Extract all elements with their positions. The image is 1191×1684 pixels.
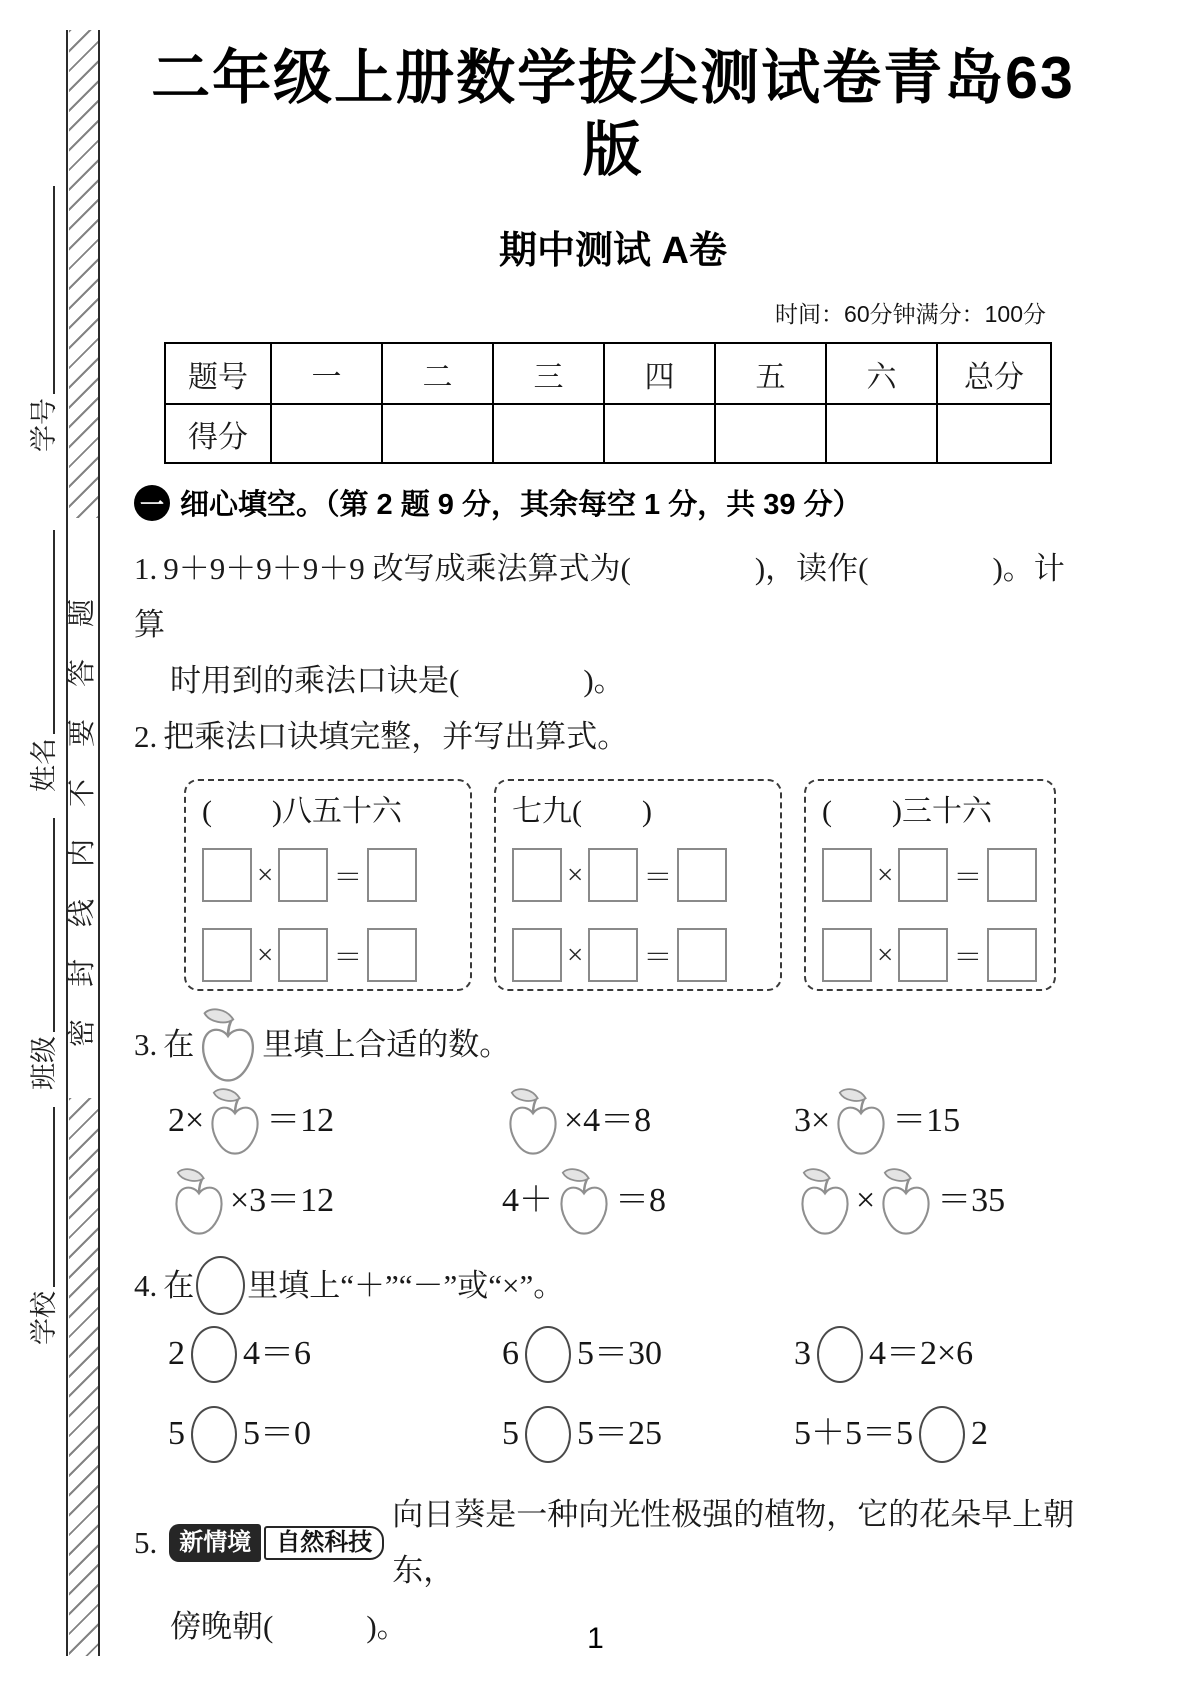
answer-square[interactable] — [367, 848, 417, 902]
times-sign: × — [567, 858, 584, 891]
question-2-number: 2. — [134, 719, 158, 754]
paper-title: 二年级上册数学拔尖测试卷青岛63版 — [151, 45, 1075, 183]
equation-text: 4＝2×6 — [869, 1335, 974, 1372]
equation-text: 5 — [168, 1415, 185, 1452]
rhyme-hint: ( )三十六 — [822, 795, 992, 828]
question-4-text: 里填上“＋”“－”或“×”。 — [247, 1267, 565, 1303]
operator-blank[interactable] — [191, 1406, 237, 1463]
question-1-number: 1. — [134, 551, 158, 586]
answer-square[interactable] — [278, 928, 328, 982]
score-header-cell: 四 — [604, 343, 715, 404]
equation-text: 5＝25 — [577, 1415, 662, 1452]
answer-square[interactable] — [202, 848, 252, 902]
score-cell[interactable] — [715, 404, 826, 463]
score-table — [164, 342, 1052, 464]
equation — [502, 1162, 794, 1240]
equation — [794, 1082, 1092, 1160]
equation-text: 2 — [168, 1335, 185, 1372]
school-blank-line[interactable] — [53, 1107, 55, 1287]
operator-blank[interactable] — [525, 1326, 571, 1383]
question-4 — [134, 1256, 1092, 1315]
question-3-equations — [168, 1082, 1092, 1240]
equation-text: 5＝30 — [577, 1335, 662, 1372]
answer-square[interactable] — [898, 848, 948, 902]
question-3-text: 在 — [163, 1026, 195, 1062]
equation-blank-row — [822, 848, 1038, 902]
score-table-header-row — [165, 343, 1051, 404]
equation-blank-row — [512, 928, 764, 982]
school-label: 学校 — [29, 1291, 59, 1345]
equation — [168, 1082, 502, 1160]
answer-square[interactable] — [987, 848, 1037, 902]
equation-text: 6 — [502, 1335, 519, 1372]
question-3-number: 3. — [134, 1026, 158, 1062]
equation-text: ＝15 — [892, 1102, 961, 1139]
equation-text: 5＝0 — [243, 1415, 311, 1452]
answer-square[interactable] — [278, 848, 328, 902]
score-header-cell: 六 — [826, 343, 937, 404]
rhyme-box-row — [184, 779, 1056, 991]
answer-square[interactable] — [512, 848, 562, 902]
equation-text: 2 — [971, 1415, 988, 1452]
rhyme-hint: 七九( ) — [512, 795, 652, 828]
student-id-blank-line[interactable] — [53, 186, 55, 394]
equation-text: 3× — [794, 1102, 831, 1139]
equation — [794, 1315, 1092, 1393]
score-header-cell: 五 — [715, 343, 826, 404]
times-sign: × — [567, 938, 584, 971]
equation — [794, 1162, 1092, 1240]
score-cell[interactable] — [493, 404, 604, 463]
question-5-line-2: 傍晚朝( )。 — [170, 1609, 408, 1644]
equation — [502, 1395, 794, 1473]
equation-text: ×3＝12 — [230, 1182, 335, 1219]
equation-blank-row — [202, 928, 454, 982]
apple-blank[interactable] — [555, 1167, 613, 1235]
apple-blank[interactable] — [170, 1167, 228, 1235]
equals-sign: ＝ — [953, 861, 983, 894]
answer-square[interactable] — [202, 928, 252, 982]
score-header-cell: 二 — [382, 343, 493, 404]
name-blank-line[interactable] — [53, 530, 55, 734]
rhyme-box-2 — [494, 779, 782, 991]
class-label: 班级 — [29, 1036, 59, 1090]
equation-text: 2× — [168, 1102, 205, 1139]
paper-subtitle: 期中测试 A卷 — [498, 230, 727, 272]
rhyme-box-1 — [184, 779, 472, 991]
answer-square[interactable] — [822, 928, 872, 982]
equals-sign: ＝ — [333, 861, 363, 894]
answer-square[interactable] — [588, 928, 638, 982]
time-and-score-info: 时间：60分钟满分：100分 — [775, 301, 1046, 327]
answer-square[interactable] — [512, 928, 562, 982]
hatch-band-top — [69, 30, 98, 518]
question-3 — [134, 1007, 1092, 1082]
score-header-cell: 三 — [493, 343, 604, 404]
natural-science-badge: 自然科技 — [264, 1526, 384, 1560]
equals-sign: ＝ — [643, 941, 673, 974]
question-1-line-2: 时用到的乘法口诀是( )。 — [170, 663, 625, 698]
seal-warning-text: 密封线内不要答题 — [67, 567, 98, 1048]
score-header-cell: 总分 — [937, 343, 1051, 404]
question-4-equations — [168, 1315, 1092, 1473]
answer-square[interactable] — [677, 848, 727, 902]
times-sign: × — [877, 858, 894, 891]
equation-text: ＝35 — [937, 1182, 1006, 1219]
page-number: 1 — [587, 1622, 604, 1655]
answer-square[interactable] — [367, 928, 417, 982]
hatch-band-bottom — [69, 1098, 98, 1656]
rhyme-box-3 — [804, 779, 1056, 991]
apple-blank[interactable] — [832, 1087, 890, 1155]
operator-blank[interactable] — [191, 1326, 237, 1383]
equation — [168, 1162, 502, 1240]
equation-text: ＝12 — [266, 1102, 335, 1139]
equation-text: 5＋5＝5 — [794, 1415, 913, 1452]
operator-blank[interactable] — [817, 1326, 863, 1383]
times-sign: × — [877, 938, 894, 971]
answer-square[interactable] — [588, 848, 638, 902]
operator-blank[interactable] — [525, 1406, 571, 1463]
equation-text: 5 — [502, 1415, 519, 1452]
score-cell[interactable] — [937, 404, 1051, 463]
equation — [502, 1315, 794, 1393]
question-2-text: 把乘法口诀填完整，并写出算式。 — [163, 719, 629, 754]
equation-text: × — [856, 1182, 876, 1219]
equation-blank-row — [822, 928, 1038, 982]
equation — [168, 1315, 502, 1393]
question-5-number: 5. — [134, 1525, 158, 1560]
score-row-label: 得分 — [165, 404, 271, 463]
apple-blank[interactable] — [796, 1167, 854, 1235]
score-table-score-row — [165, 404, 1051, 463]
times-sign: × — [257, 938, 274, 971]
equals-sign: ＝ — [643, 861, 673, 894]
question-4-text: 在 — [163, 1267, 195, 1303]
equation-text: ＝8 — [615, 1182, 666, 1219]
answer-square[interactable] — [987, 928, 1037, 982]
equation-blank-row — [202, 848, 454, 902]
times-sign: × — [257, 858, 274, 891]
equation-text: 4＝6 — [243, 1335, 311, 1372]
score-header-cell: 题号 — [165, 343, 271, 404]
answer-square[interactable] — [822, 848, 872, 902]
student-id-label: 学号 — [29, 398, 59, 452]
score-cell[interactable] — [271, 404, 382, 463]
equation-text: 3 — [794, 1335, 811, 1372]
name-field — [20, 530, 62, 792]
section-one-heading — [134, 482, 1092, 523]
question-2 — [134, 709, 1092, 765]
question-4-number: 4. — [134, 1267, 158, 1303]
answer-square[interactable] — [677, 928, 727, 982]
equation — [794, 1395, 1092, 1473]
apple-blank[interactable] — [206, 1087, 264, 1155]
school-field — [20, 1107, 62, 1345]
rhyme-hint: ( )八五十六 — [202, 795, 402, 828]
test-paper — [134, 0, 1092, 1655]
apple-blank[interactable] — [877, 1167, 935, 1235]
answer-square[interactable] — [898, 928, 948, 982]
question-1 — [134, 541, 1092, 709]
score-header-cell: 一 — [271, 343, 382, 404]
student-id-field — [20, 186, 62, 452]
class-blank-line[interactable] — [53, 818, 55, 1032]
score-cell[interactable] — [382, 404, 493, 463]
name-label: 姓名 — [29, 738, 59, 792]
question-3-text: 里填上合适的数。 — [262, 1026, 511, 1062]
equation-text: ×4＝8 — [564, 1102, 652, 1139]
section-one-icon: 一 — [134, 485, 170, 521]
equation-blank-row — [512, 848, 764, 902]
apple-icon — [196, 1007, 260, 1082]
score-cell[interactable] — [604, 404, 715, 463]
equation — [168, 1395, 502, 1473]
operator-circle — [196, 1256, 245, 1315]
question-5 — [134, 1487, 1092, 1599]
question-1-text: 9＋9＋9＋9＋9 改写成乘法算式为( )，读作( )。计算 — [134, 551, 1065, 642]
question-1-line-1 — [134, 541, 1092, 653]
equation — [502, 1082, 794, 1160]
score-cell[interactable] — [826, 404, 937, 463]
class-field — [20, 818, 62, 1090]
question-5-text: 向日葵是一种向光性极强的植物，它的花朵早上朝东， — [392, 1497, 1075, 1588]
apple-blank[interactable] — [504, 1087, 562, 1155]
equation-text: 4＋ — [502, 1182, 553, 1219]
equals-sign: ＝ — [953, 941, 983, 974]
operator-blank[interactable] — [919, 1406, 965, 1463]
equals-sign: ＝ — [333, 941, 363, 974]
section-one-title: 细心填空。（第 2 题 9 分，其余每空 1 分，共 39 分） — [180, 489, 862, 521]
new-scenario-badge: 新情境 — [169, 1524, 261, 1562]
